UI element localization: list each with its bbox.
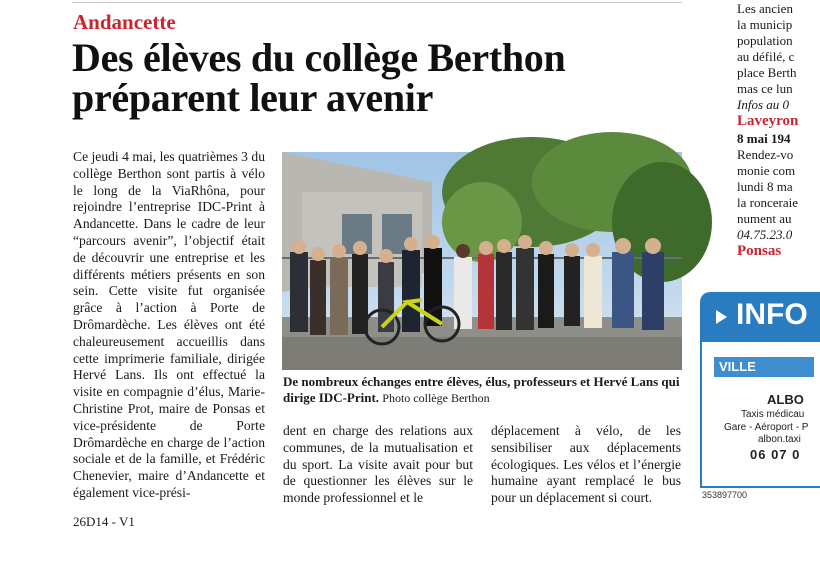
sidebar-line: monie com bbox=[737, 163, 796, 178]
top-rule bbox=[72, 2, 682, 3]
caption-text: De nombreux échanges entre élèves, élus, professeurs et Hervé Lans qui dirige IDC-Print. bbox=[283, 374, 680, 405]
sidebar-line: place Berth bbox=[737, 65, 797, 80]
page-folio: 26D14 - V1 bbox=[73, 514, 135, 529]
article-body-part-1: Ce jeudi 4 mai, les quatrièmes 3 du collège Berthon sont partis à vélo le long de la ViaRhôna, pour rejoindre l’entreprise IDC-Print à Andancette. Dans le cadre de leur “parcours avenir”, l’objectif était de découvrir une entreprise et les différents métiers présents en son sein. Cette visite fut organisée grâce à l’action à Porte de Drômardèche. Les élèves ont été chaleureusement accueillis dans cette imprimerie familiale, dirigée Hervé Lans. Ils ont effectué la visite en compagnie d’élus, Marie-Christine Prot, maire de Ponsas et vice-présidente de Porte Drômardèche en charge de l’action sociale et de la famille, et Frédéric Chenevier, maire d’Andancette et également vice-prési- bbox=[73, 149, 265, 500]
sidebar-heading-laveyron: Laveyron bbox=[737, 113, 799, 129]
sidebar-line: nument au bbox=[737, 211, 792, 226]
ad-id: 353897700 bbox=[702, 490, 748, 500]
sidebar-line: lundi 8 ma bbox=[737, 179, 793, 194]
ad-line-3: albon.taxi bbox=[758, 434, 801, 445]
article-headline: Des élèves du collège Berthon préparent leur avenir bbox=[72, 35, 566, 120]
article-column-2 bbox=[283, 423, 473, 507]
sidebar-heading-ponsas: Ponsas bbox=[737, 243, 782, 259]
photo-caption bbox=[283, 374, 681, 406]
sidebar-line: mas ce lun bbox=[737, 81, 793, 96]
article-body-part-2: dent en charge des relations aux communes, de la mutualisation et du sport. La visite avait pour but de questionner les élèves sur le monde professionnel et le bbox=[283, 423, 473, 506]
photo-credit: Photo collège Berthon bbox=[382, 391, 490, 405]
ad-line-2: Gare - Aéroport - P bbox=[724, 422, 809, 433]
article-photo bbox=[282, 152, 682, 370]
sidebar-line: la ronceraie bbox=[737, 195, 798, 210]
sidebar-line: Les ancien bbox=[737, 1, 793, 16]
article-column-3 bbox=[491, 423, 681, 507]
sidebar-infos-line: Infos au 0 bbox=[737, 97, 789, 112]
group-photo-image bbox=[282, 152, 682, 370]
sidebar-phone: 04.75.23.0 bbox=[737, 227, 793, 242]
article-body-part-3: déplacement à vélo, de les sensibiliser aux déplacements écologiques. Les vélos et l’énergie humaine ayant remplacé le bus pour un déplacement si court. bbox=[491, 423, 681, 506]
ad-phone: 06 07 0 bbox=[750, 447, 801, 462]
info-banner-title: INFO bbox=[736, 298, 808, 331]
sidebar-line: population bbox=[737, 33, 793, 48]
sidebar-line: la municip bbox=[737, 17, 793, 32]
article-column-1 bbox=[73, 149, 265, 502]
sidebar-line: Rendez-vo bbox=[737, 147, 794, 162]
article-kicker: Andancette bbox=[73, 10, 176, 34]
play-arrow-icon bbox=[716, 310, 727, 324]
ad-line-1: Taxis médicau bbox=[741, 409, 805, 420]
ad-company: ALBO bbox=[767, 392, 804, 407]
sidebar-date-line: 8 mai 194 bbox=[737, 131, 791, 146]
ville-label: VILLE bbox=[719, 359, 756, 374]
sidebar-line: au défilé, c bbox=[737, 49, 795, 64]
